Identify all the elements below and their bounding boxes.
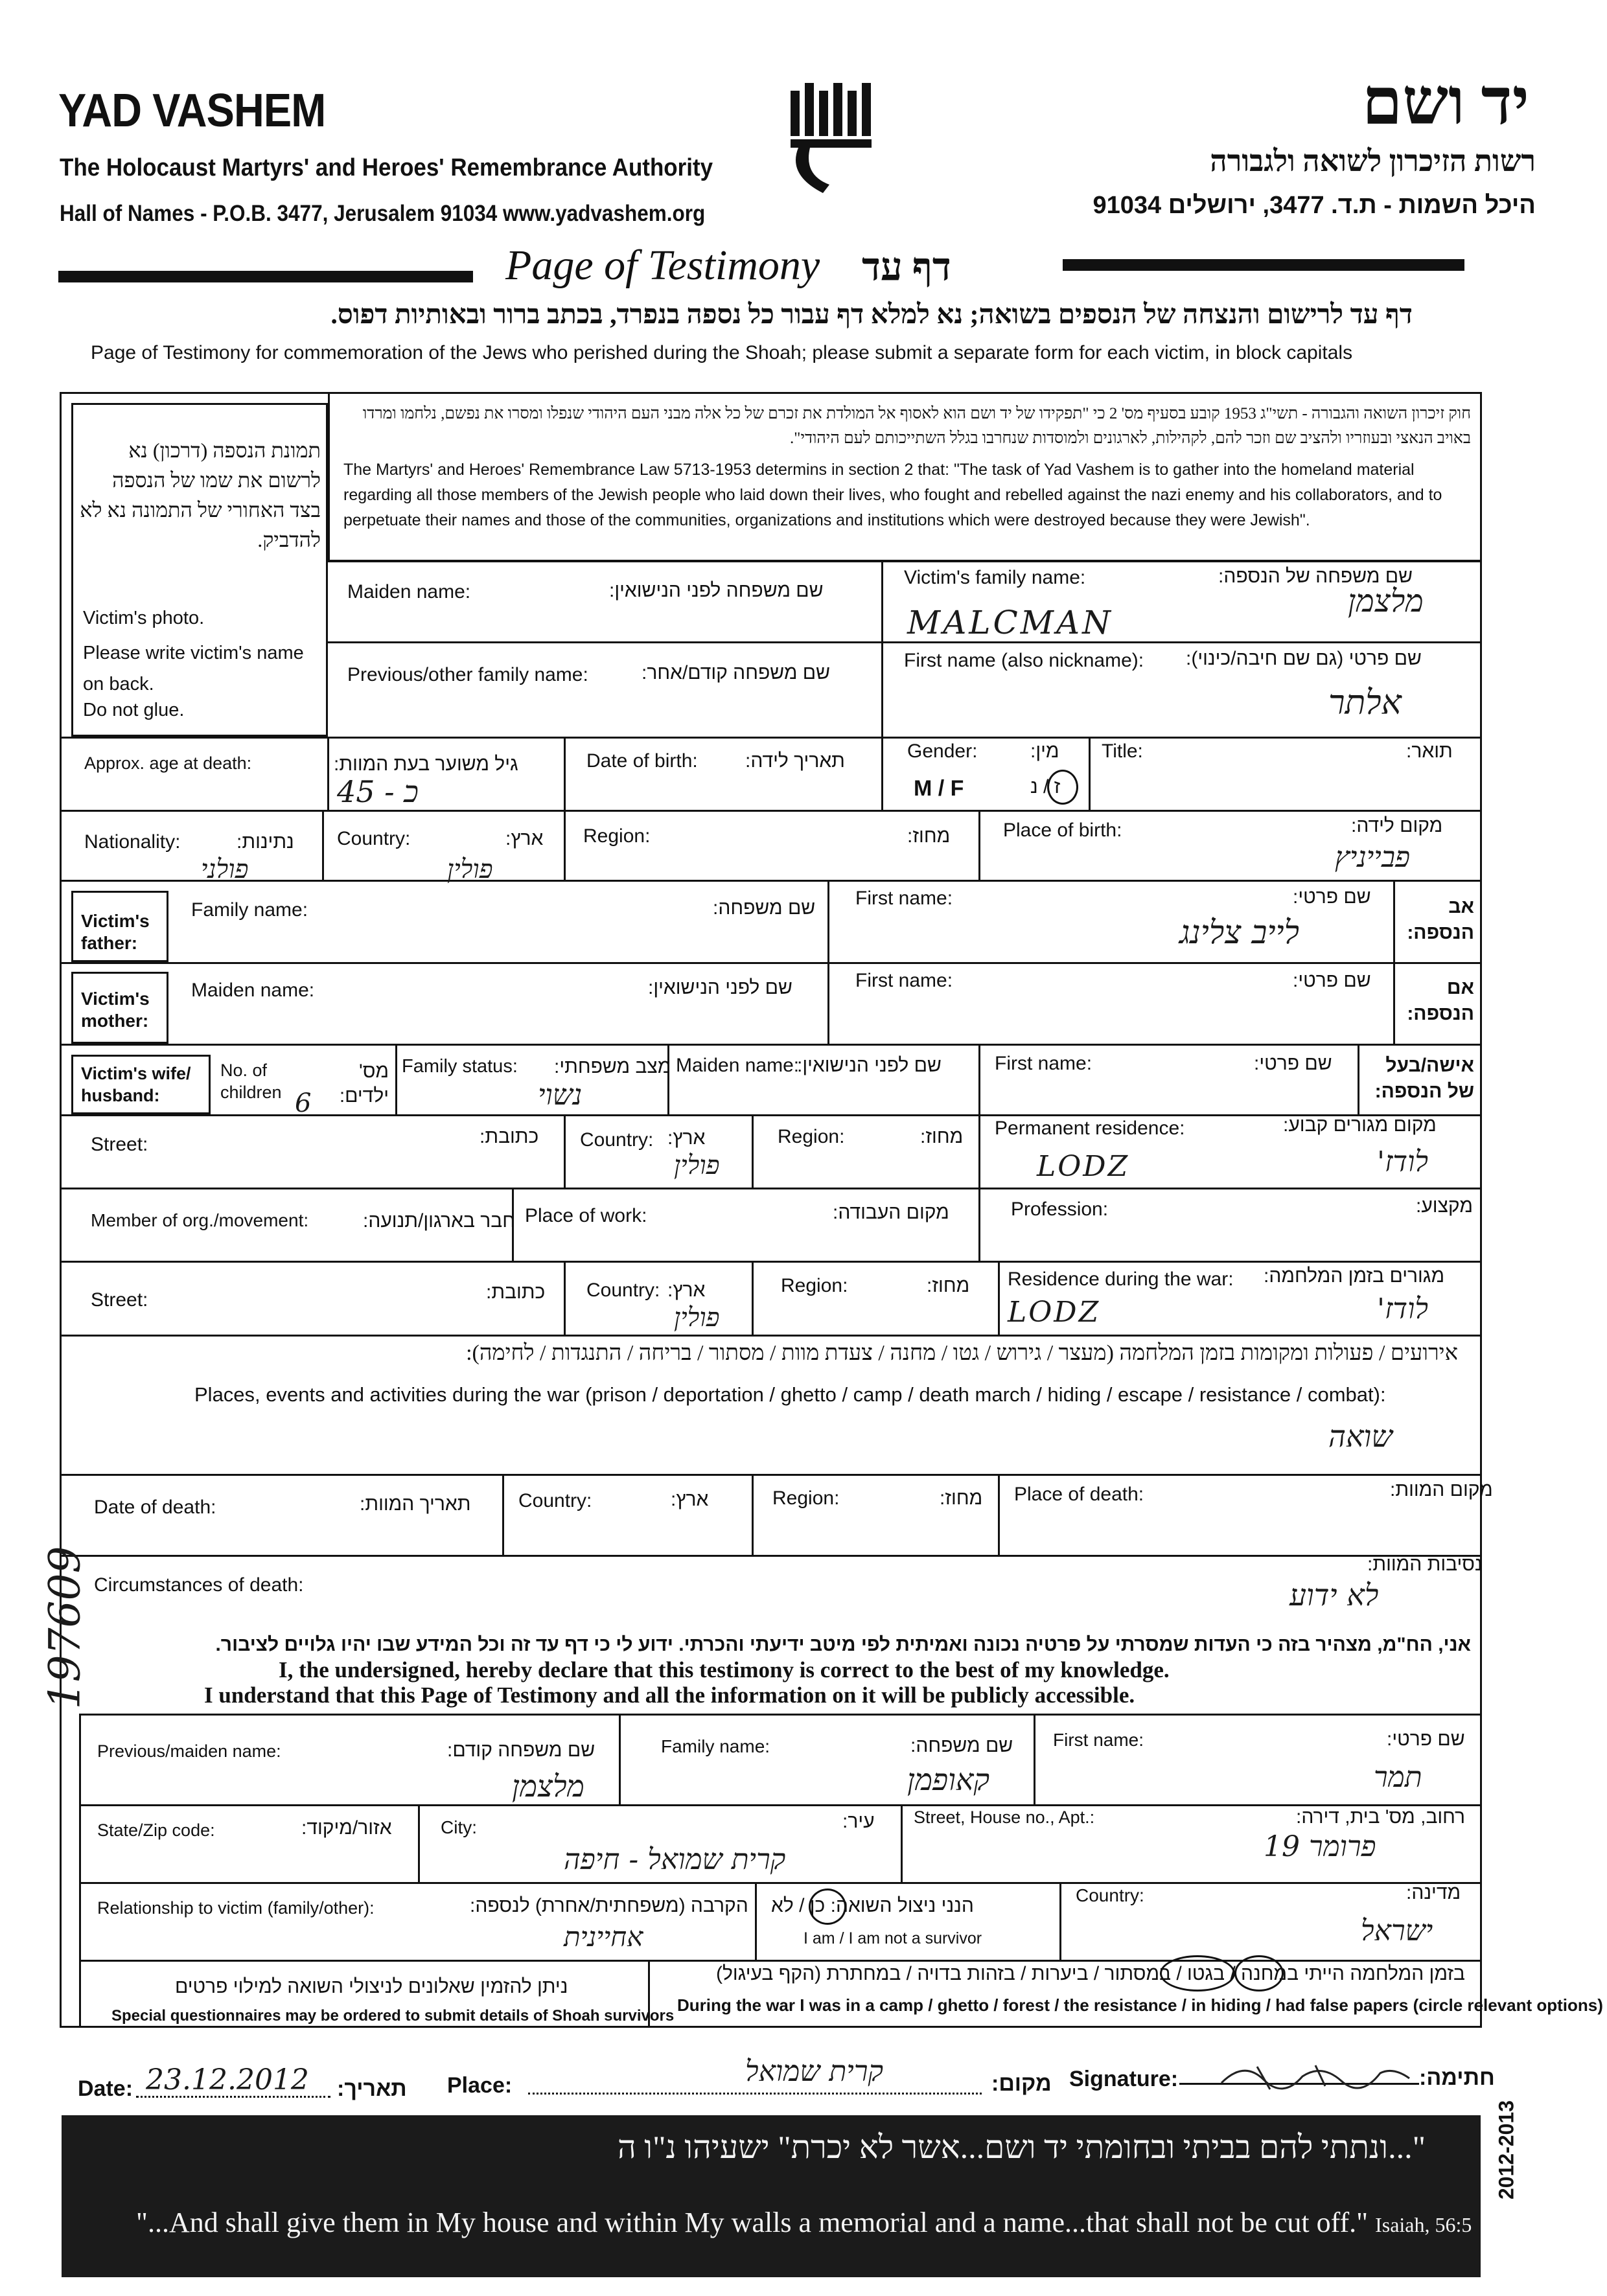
sub-prev-value: מלצמן — [512, 1769, 584, 1804]
rule-death-bottom — [60, 1555, 1482, 1557]
maiden-name-label-he: שם משפחה לפני הנישואין: — [609, 580, 824, 601]
rule-names-bottom — [60, 737, 1482, 739]
children-label: No. of children — [220, 1061, 282, 1102]
events-en: Places, events and activities during the war (prison / deportation / ghetto / camp / death march / hiding / escape / resistance / combat): — [194, 1383, 1386, 1406]
date-value: 23.12.2012 — [146, 2063, 309, 2096]
spouse-first-label-he: שם פרטי: — [1254, 1053, 1332, 1074]
death-country-label: Country: — [518, 1490, 592, 1511]
family-name-label-he: שם משפחה של הנספה: — [1218, 566, 1413, 587]
nationality-label: Nationality: — [84, 831, 181, 853]
law-text-en: The Martyrs' and Heroes' Remembrance Law 5713-1953 determins in section 2 that: "The task of Yad Vashem is to gather into the homeland material regarding all those members of the Jewish people who laid down their lives, who fought and rebelled against the nazi enemy and his collaborators, and to perpetuate their names and those of the communities, organizations and institutions which were destroyed because they were Jewish". — [343, 461, 1442, 529]
mother-maiden-label: Maiden name: — [191, 980, 315, 1001]
title-label-he: תואר: — [1406, 740, 1453, 762]
member-label: Member of org./movement: — [91, 1210, 309, 1230]
photo-instructions-en-2: Please write victim's name on back. — [83, 643, 304, 695]
rule-father-bottom — [60, 962, 1482, 964]
rule-mother-1 — [827, 962, 829, 1044]
gender-label: Gender: — [907, 740, 978, 762]
street-label: Street: — [91, 1134, 148, 1155]
rule-sub-v1 — [619, 1714, 621, 1804]
work-label: Place of work: — [525, 1205, 647, 1226]
title-rule-right — [1063, 259, 1464, 271]
nationality-label-he: נתינות: — [237, 831, 294, 853]
rule-warres-3 — [998, 1261, 1000, 1335]
photo-instructions-he: תמונת הנספה (דרכון) נא לרשום את שמו של הנספה בצד האחורי של התמונה נא לא להדביק. — [80, 439, 321, 551]
war-country-label: Country: — [586, 1280, 660, 1301]
questionnaire-he: ניתן להזמין שאלונים לניצולי השואה למילוי פרטים — [175, 1976, 568, 1997]
war-region-label: Region: — [781, 1275, 848, 1296]
sub-family-label: Family name: — [661, 1736, 770, 1756]
rule-sub-v5 — [755, 1882, 757, 1960]
pob-label: Place of birth: — [1003, 820, 1122, 841]
rule-sub-v6 — [1059, 1882, 1061, 1960]
rule-spouse-bottom — [60, 1114, 1482, 1116]
questionnaire-en: Special questionnaires may be ordered to submit details of Shoah survivors — [111, 2007, 675, 2025]
sub-country-label: Country: — [1076, 1885, 1144, 1905]
sub-first-value: תמר — [1374, 1761, 1422, 1794]
pob-label-he: מקום לידה: — [1351, 815, 1443, 836]
death-place-label-he: מקום המוות: — [1390, 1479, 1493, 1500]
declaration-he: אני, הח"מ, מצהיר בזה כי העדות שמסרתי על פרטיה נכונה ואמיתית לפי מיטב ידיעתי והכרתי. ידוע לי כי דף עד זה וכל המידע שבו יהיו גלויים לציבור. — [215, 1634, 1471, 1655]
rule-death-3 — [998, 1474, 1000, 1555]
region-label: Region: — [583, 825, 651, 847]
circumstances-label-he: נסיבות המוות: — [1367, 1554, 1483, 1575]
rule-spouse-4 — [1358, 1044, 1359, 1114]
side-number: 197609 — [40, 1546, 90, 1710]
nationality-value: פולני — [201, 855, 249, 884]
rule-work-2 — [978, 1188, 980, 1261]
res-country-label: Country: — [580, 1129, 654, 1151]
title-rule-left — [58, 271, 473, 282]
res-region-label: Region: — [778, 1126, 845, 1147]
family-name-value-he: מלצמן — [1348, 583, 1424, 619]
rule-work-bottom — [60, 1261, 1482, 1263]
father-label: Victim's father: — [81, 911, 150, 953]
during-war-he: בזמן המלחמה הייתי במחנה / בגטו / במסתור / ביערות / בזהות בדויה / במחתרת (הקף בעיגול) — [716, 1963, 1465, 1984]
rule-spouse-1 — [395, 1044, 397, 1114]
perm-res-label: Permanent residence: — [995, 1118, 1185, 1139]
rule-res-2 — [752, 1114, 754, 1188]
status-label-he: מצב משפחתי: — [554, 1056, 671, 1077]
father-family-label: Family name: — [191, 899, 308, 921]
during-war-en: During the war I was in a camp / ghetto / forest / the resistance / in hiding / had false papers (circle relevant options) — [677, 1995, 1603, 2015]
events-value: שואה — [1328, 1419, 1393, 1454]
rule-nat-2 — [564, 810, 566, 880]
children-label-he: מס' ילדים: — [339, 1061, 389, 1107]
quote-en-text: "...And shall give them in My house and within My walls a memorial and a name...that shall not be cut off." — [136, 2207, 1369, 2238]
children-value: 6 — [295, 1088, 312, 1118]
war-res-value-he: לודז' — [1377, 1292, 1428, 1326]
declaration-en-1: I, the undersigned, hereby declare that this testimony is correct to the best of my knowledge. — [279, 1657, 1170, 1682]
sub-street-label: Street, House no., Apt.: — [914, 1808, 1095, 1827]
rule-nat-1 — [322, 810, 324, 880]
family-name-label: Victim's family name: — [904, 567, 1086, 588]
title-label: Title: — [1102, 740, 1143, 762]
form-title-en: Page of Testimony — [505, 242, 820, 289]
rule-sub-top — [79, 1714, 1482, 1716]
rule-warres-1 — [564, 1261, 566, 1335]
place-line — [528, 2093, 982, 2095]
first-name-label-he: שם פרטי (גם שם חיבה/כינוי): — [1186, 648, 1422, 669]
sub-zip-label-he: אזור/מיקוד: — [301, 1817, 392, 1839]
rule-events-bottom — [60, 1474, 1482, 1476]
spouse-maiden-label: Maiden name: — [676, 1055, 800, 1076]
status-label: Family status: — [402, 1056, 518, 1077]
circumstances-label: Circumstances of death: — [94, 1574, 304, 1596]
rule-sub-v2 — [1034, 1714, 1035, 1804]
sub-prev-label-he: שם משפחה קודם: — [447, 1739, 595, 1761]
side-year: 2012-2013 — [1494, 2100, 1518, 2200]
rule-sub-left — [79, 1714, 81, 2028]
status-value: נשוי — [538, 1079, 583, 1112]
mother-label-he: אם הנספה: — [1407, 977, 1474, 1024]
events-he: אירועים / פעולות ומקומות בזמן המלחמה (מעצר / גירוש / גטו / מחנה / צעדת מוות / מסתור / בריחה / התנגדות / לחימה): — [466, 1341, 1458, 1365]
father-first-label: First name: — [855, 888, 953, 909]
during-war-circle-1 — [1160, 1955, 1235, 1992]
res-country-value: פולין — [674, 1151, 720, 1180]
maiden-name-label: Maiden name: — [347, 581, 471, 603]
rule-death-1 — [502, 1474, 504, 1555]
instructions-he: דף עד לרישום והנצחה של הנספים בשואה; נא למלא דף עבור כל נספה בנפרד, בכתב ברור ובאותיות דפוס. — [330, 300, 1413, 330]
mother-maiden-label-he: שם לפני הנישואין: — [648, 977, 792, 998]
mother-first-label-he: שם פרטי: — [1293, 970, 1371, 991]
father-family-label-he: שם משפחה: — [713, 897, 816, 919]
death-region-label-he: מחוז: — [940, 1487, 983, 1509]
rule-spouse-2 — [667, 1044, 669, 1114]
date-label: Date: — [78, 2076, 133, 2101]
rule-age-1 — [327, 737, 329, 810]
age-label-he: גיל משוער בעת המוות: — [334, 753, 518, 775]
war-street-label: Street: — [91, 1289, 148, 1311]
sub-country-value: ישראל — [1361, 1914, 1433, 1947]
sub-street-label-he: רחוב, מס' בית, דירה: — [1296, 1806, 1466, 1828]
sub-first-label: First name: — [1053, 1730, 1144, 1750]
sub-family-label-he: שם משפחה: — [910, 1735, 1013, 1756]
war-res-label: Residence during the war: — [1008, 1269, 1234, 1290]
perm-res-value-en: LODZ — [1037, 1150, 1130, 1183]
pob-value: פבייניץ — [1335, 841, 1411, 874]
form-title-he: דף עד — [862, 246, 951, 288]
gender-circle — [1047, 770, 1078, 805]
rule-sub-v4 — [901, 1804, 903, 1882]
place-value: קרית שמואל — [745, 2055, 883, 2088]
war-country-label-he: ארץ: — [667, 1280, 706, 1301]
instructions-en-text: Page of Testimony for commemoration of the Jews who perished during the Shoah; please submit a separate form for each victim, in block capitals — [91, 342, 1353, 363]
res-country-label-he: ארץ: — [667, 1127, 706, 1149]
authority-he: רשות הזיכרון לשואה ולגבורה — [1210, 144, 1536, 178]
member-label-he: חבר בארגון/תנועה: — [363, 1210, 515, 1232]
sub-city-label-he: עיר: — [842, 1811, 875, 1832]
survivor-he: הנני ניצול השואה: כן / לא — [771, 1895, 974, 1916]
death-date-label-he: תאריך המוות: — [360, 1493, 471, 1515]
photo-instructions-en-1: Victim's photo. — [83, 608, 205, 628]
mother-label: Victim's mother: — [81, 989, 150, 1031]
perm-res-label-he: מקום מגורים קבוע: — [1283, 1114, 1437, 1136]
rule-mother-bottom — [60, 1044, 1482, 1046]
sub-city-label: City: — [441, 1817, 477, 1837]
rule-age-2 — [564, 737, 566, 810]
rule-names-middle — [328, 641, 1482, 643]
rule-nat-bottom — [60, 880, 1482, 882]
sub-rel-label: Relationship to victim (family/other): — [97, 1898, 375, 1918]
yad-vashem-logo — [784, 78, 881, 194]
org-name-he: יד ושם — [1361, 66, 1529, 138]
war-street-label-he: כתובת: — [486, 1281, 546, 1303]
first-name-label: First name (also nickname): — [904, 650, 1144, 671]
rule-age-4 — [1089, 737, 1091, 810]
war-region-label-he: מחוז: — [927, 1275, 970, 1296]
spouse-first-label: First name: — [995, 1053, 1093, 1074]
first-name-value: אלתר — [1328, 683, 1402, 722]
country-value: פולין — [447, 855, 493, 884]
dob-label-he: תאריך לידה: — [745, 750, 845, 772]
authority-en: The Holocaust Martyrs' and Heroes' Remembrance Authority — [60, 154, 713, 181]
mother-first-label: First name: — [855, 970, 953, 991]
death-country-label-he: ארץ: — [671, 1489, 709, 1510]
place-label-he: מקום: — [991, 2071, 1052, 2096]
photo-instructions-en-3: Do not glue. — [83, 700, 185, 720]
prev-family-name-label-he: שם משפחה קודם/אחר: — [642, 662, 831, 683]
law-text-he: חוק זיכרון השואה והגבורה - תשי"ג 1953 קובע בסעיף מס' 2 כי "תפקידו של יד ושם הוא לאסוף אל המולדת את זכרם של כל אלה מבני העם היהודי שנפלו ומסרו את נפשם, נלחמו ומרדו באויב הנאצי ובעוזריו ולהציב שם וזכר להם, לקהילות, לארגונים ולמוסדות שנחרבו בגלל השתייכותם לעם היהודי". — [362, 405, 1471, 447]
father-first-value: לייב צלינג — [1179, 913, 1300, 951]
sub-country-label-he: מדינה: — [1406, 1882, 1461, 1903]
street-label-he: כתובת: — [480, 1126, 539, 1147]
address-en: Hall of Names - P.O.B. 3477, Jerusalem 91034 www.yadvashem.org — [60, 201, 706, 226]
family-name-value-en: MALCMAN — [907, 604, 1113, 641]
rule-age-bottom — [60, 810, 1482, 812]
date-label-he: תאריך: — [337, 2076, 407, 2101]
during-war-circle-2 — [1234, 1955, 1284, 1992]
org-name-en: YAD VASHEM — [58, 85, 326, 137]
instructions-en — [91, 342, 1352, 364]
gender-mf: M / F — [914, 776, 964, 801]
rule-father-2 — [1393, 880, 1395, 1044]
signature-label-he: חתימה: — [1419, 2065, 1495, 2090]
father-first-label-he: שם פרטי: — [1293, 886, 1371, 908]
sub-rel-value: אחיינית — [564, 1921, 643, 1953]
father-label-he: אב הנספה: — [1407, 896, 1474, 943]
spouse-maiden-label-he: שם לפני הנישואין: — [797, 1055, 942, 1076]
rule-warres-2 — [752, 1261, 754, 1335]
gender-value: ז / נ — [1030, 776, 1061, 798]
rule-father-1 — [827, 880, 829, 962]
rule-names-mid — [881, 560, 883, 737]
rule-res-1 — [564, 1114, 566, 1188]
survivor-circle — [809, 1888, 846, 1925]
address-he: היכל השמות - ת.ד. 3477, ירושלים 91034 — [1093, 192, 1536, 219]
war-res-value-en: LODZ — [1008, 1296, 1101, 1329]
quote-en — [136, 2206, 1472, 2239]
age-label: Approx. age at death: — [84, 753, 252, 773]
rule-age-3 — [881, 737, 883, 810]
sub-zip-label: State/Zip code: — [97, 1820, 215, 1840]
war-res-label-he: מגורים בזמן המלחמה: — [1264, 1265, 1445, 1287]
signature-label: Signature: — [1069, 2067, 1179, 2091]
dob-label: Date of birth: — [586, 750, 698, 772]
quote-he: "...ונתתי להם בביתי ובחומתי יד ושם...אשר לא יכרת" ישעיהו נ"ו ה — [618, 2129, 1426, 2165]
rule-spouse-3 — [978, 1044, 980, 1114]
death-date-label: Date of death: — [94, 1497, 216, 1518]
death-region-label: Region: — [772, 1487, 840, 1509]
sub-rel-label-he: הקרבה (משפחתית/אחרת) לנספה: — [470, 1895, 748, 1916]
profession-label: Profession: — [1011, 1199, 1109, 1220]
country-label-he: ארץ: — [505, 828, 544, 849]
profession-label-he: מקצוע: — [1416, 1195, 1473, 1217]
spouse-label-he: אישה/בעל של הנספה: — [1374, 1055, 1474, 1102]
sub-family-value: קאופמן — [907, 1762, 990, 1797]
sub-first-label-he: שם פרטי: — [1387, 1728, 1465, 1750]
rule-res-bottom — [60, 1188, 1482, 1189]
rule-warres-bottom — [60, 1335, 1482, 1337]
spouse-label: Victim's wife/ husband: — [81, 1064, 191, 1105]
survivor-en: I am / I am not a survivor — [804, 1929, 982, 1947]
death-place-label: Place of death: — [1014, 1484, 1144, 1505]
war-country-value: פולין — [674, 1303, 720, 1333]
sub-prev-label: Previous/maiden name: — [97, 1741, 281, 1761]
sub-city-value: קרית שמואל - חיפה — [564, 1843, 786, 1876]
perm-res-value-he: לודז' — [1377, 1145, 1428, 1178]
sub-street-value: פרומר 19 — [1264, 1830, 1376, 1863]
rule-sub-1 — [79, 1804, 1482, 1806]
signature-scribble — [1218, 2054, 1413, 2099]
country-label: Country: — [337, 828, 411, 849]
rule-nat-3 — [978, 810, 980, 880]
res-region-label-he: מחוז: — [920, 1126, 964, 1147]
rule-sub-v3 — [418, 1804, 420, 1882]
rule-death-2 — [752, 1474, 754, 1555]
circumstances-value: לא ידוע — [1289, 1578, 1379, 1613]
age-value: 45 - כ — [337, 774, 419, 809]
prev-family-name-label: Previous/other family name: — [347, 664, 588, 685]
region-label-he: מחוז: — [907, 825, 951, 847]
gender-label-he: מין: — [1030, 740, 1059, 762]
rule-sub-2 — [79, 1882, 1482, 1884]
rule-names-top — [328, 560, 1482, 562]
quote-ref: Isaiah, 56:5 — [1375, 2213, 1472, 2236]
rule-res-3 — [978, 1114, 980, 1188]
work-label-he: מקום העבודה: — [833, 1202, 949, 1223]
place-label: Place: — [447, 2073, 513, 2098]
declaration-en-2: I understand that this Page of Testimony and all the information on it will be publicly accessible. — [204, 1682, 1135, 1708]
